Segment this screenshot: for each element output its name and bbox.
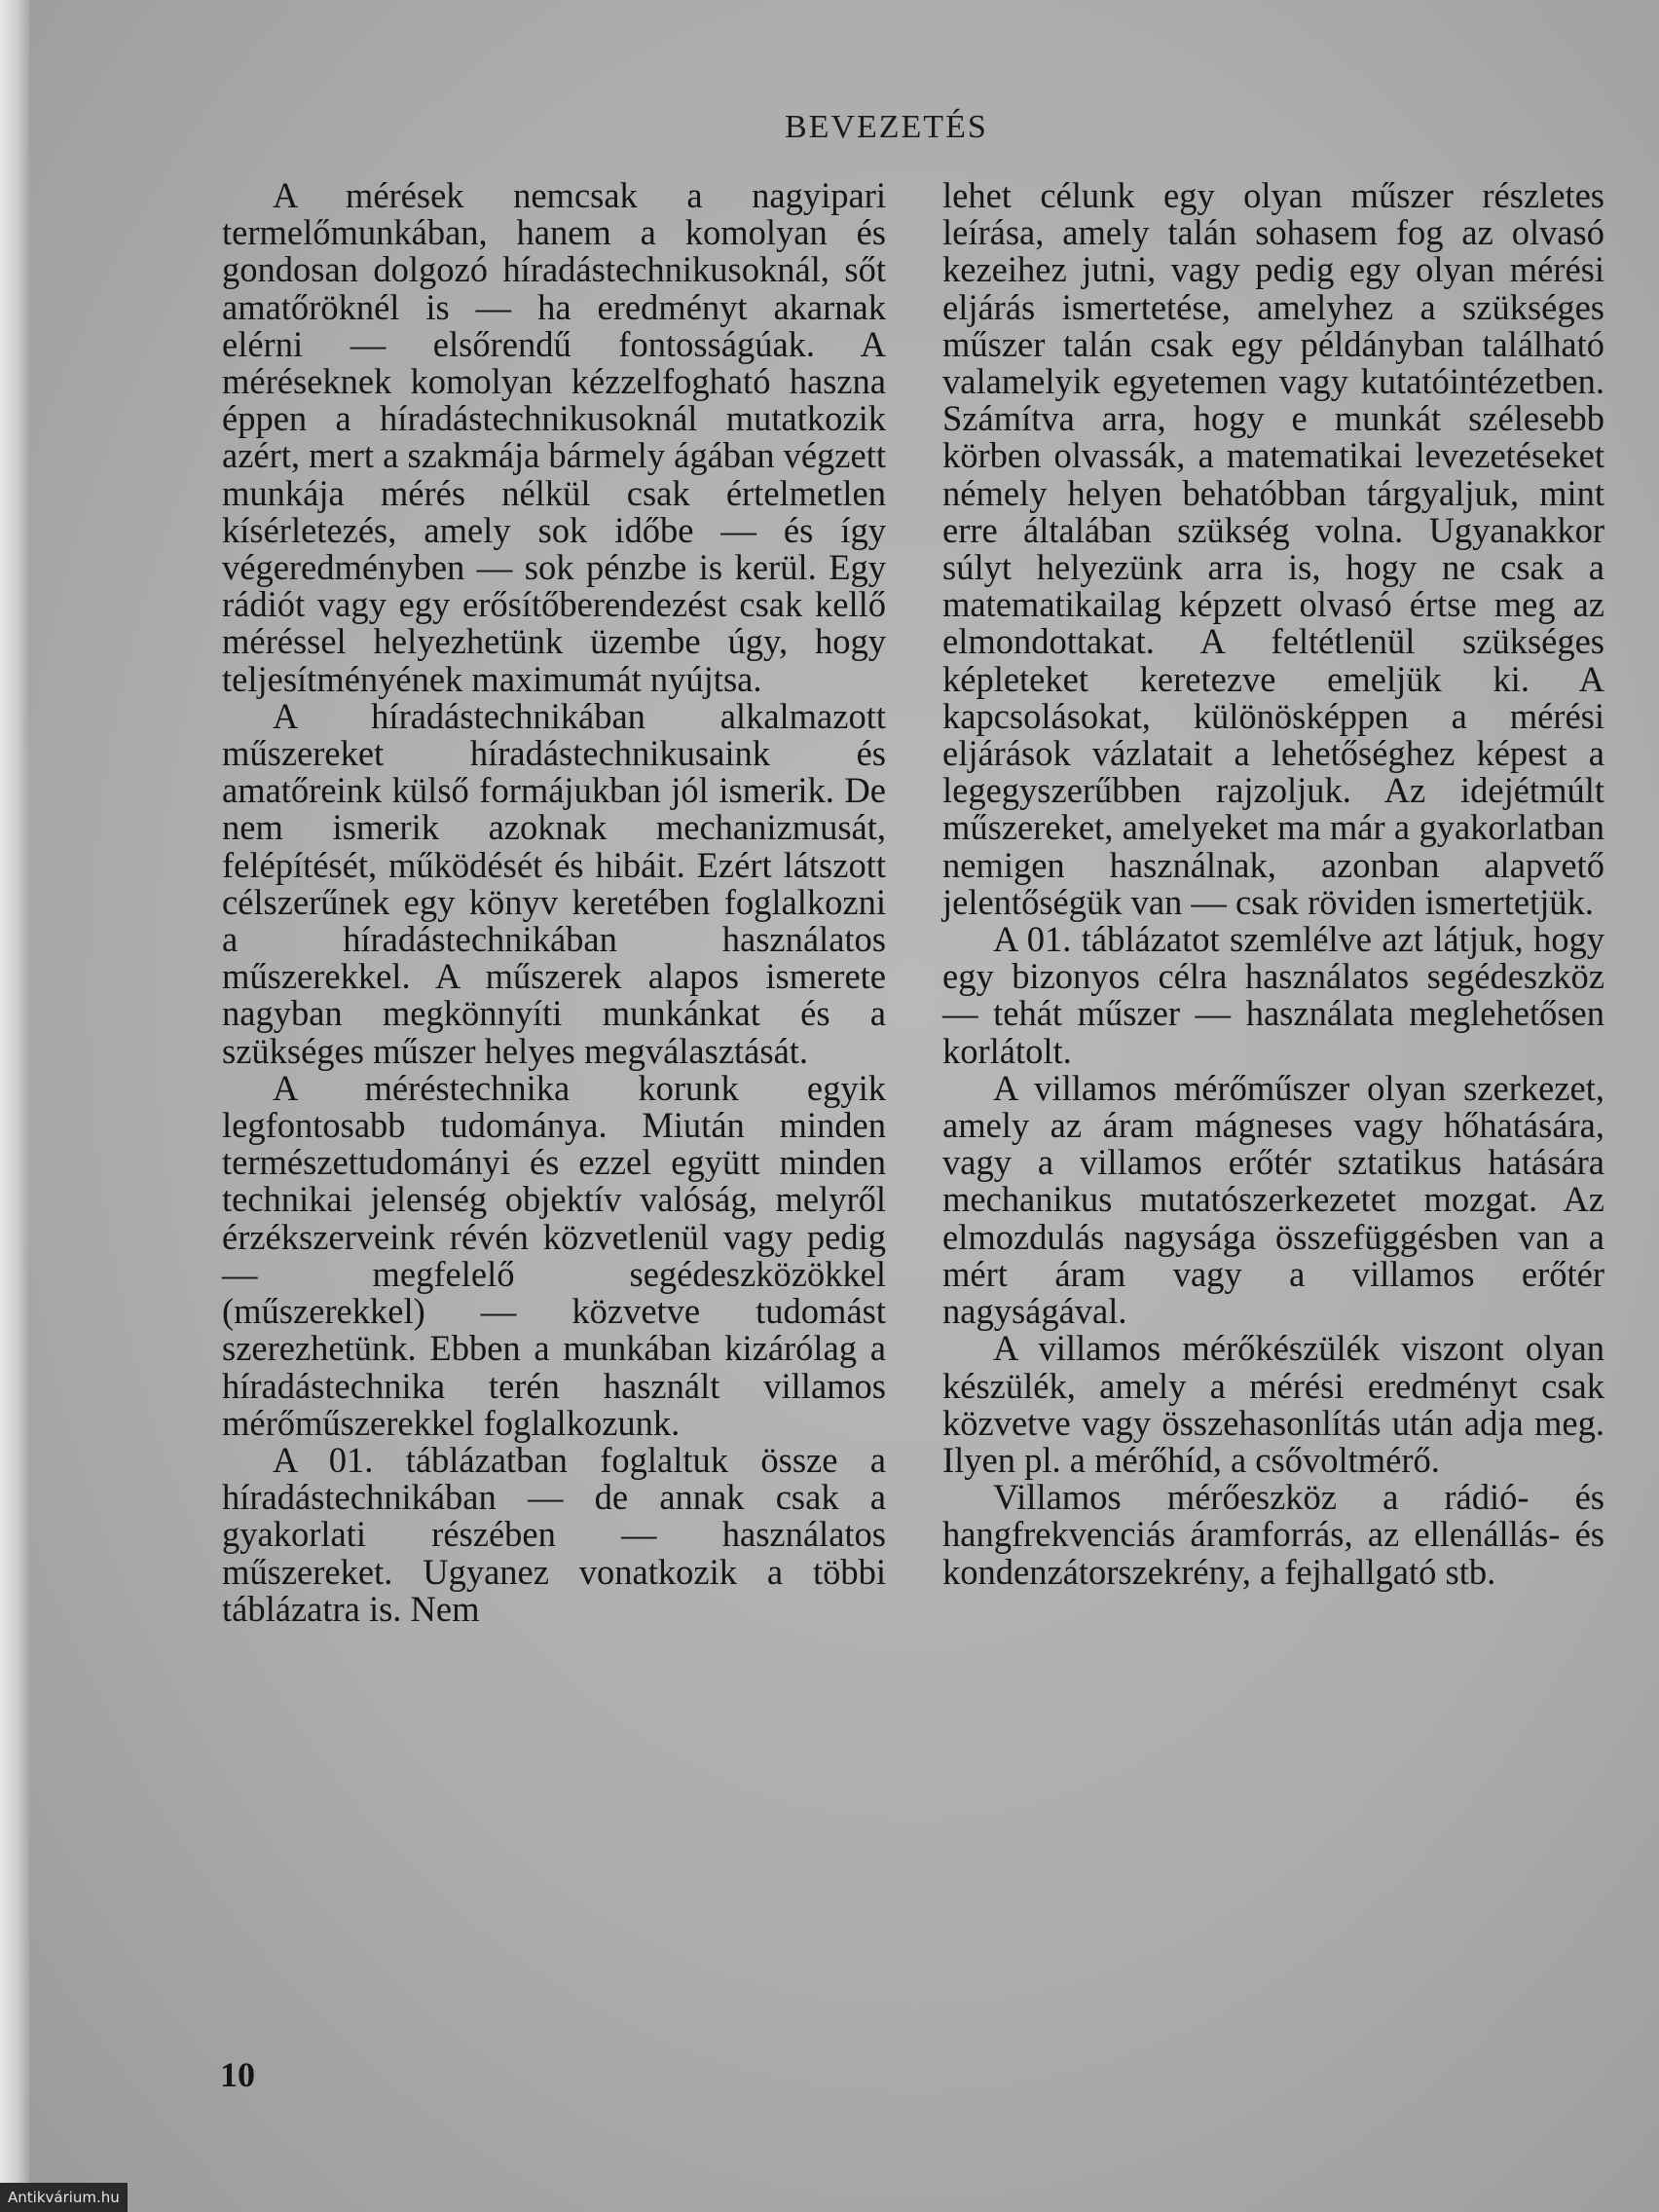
paragraph: A híradástechnikában alkalmazott műszereket híradástechnikusaink és amatőreink külső formájukban jól ismerik. De nem ismerik azoknak mechanizmusát, felépítését, működését és hibáit. Ezért látszott célszerűnek egy könyv keretében foglalkozni a híradástechnikában használatos műszerekkel. A műszerek alapos ismerete nagyban megkönnyíti munkánkat és a szükséges műszer helyes megválasztását. xyxy=(222,695,886,1071)
paragraph: A mérések nemcsak a nagyipari termelőmunkában, hanem a komolyan és gondosan dolgozó híradástechnikusoknál, sőt amatőröknél is — ha eredményt akarnak elérni — elsőrendű fontosságúak. A méréseknek komolyan kézzelfogható haszna éppen a híradástechnikusoknál mutatkozik azért, mert a szakmája bármely ágában végzett munkája mérés nélkül csak értelmetlen kísérletezés, amely sok időbe — és így végeredményben — sok pénzbe is kerül. Egy rádiót vagy egy erősítőberendezést csak kellő méréssel helyezhetünk üzembe úgy, hogy teljesítményének maximumát nyújtsa. xyxy=(222,175,886,699)
paragraph: A villamos mérőkészülék viszont olyan készülék, amely a mérési eredményt csak közvetve vagy összehasonlítás után adja meg. Ilyen pl. a mérőhíd, a csővoltmérő. xyxy=(942,1328,1604,1480)
page-number: 10 xyxy=(220,2055,255,2094)
paragraph: A 01. táblázatot szemlélve azt látjuk, hogy egy bizonyos célra használatos segédeszköz — tehát műszer — használata meglehetősen korlátolt. xyxy=(942,919,1604,1071)
paragraph: A 01. táblázatban foglaltuk össze a híradástechnikában — de annak csak a gyakorlati részében — használatos műszereket. Ugyanez vonatkozik a többi táblázatra is. Nem xyxy=(222,1439,886,1629)
paragraph: A villamos mérőműszer olyan szerkezet, amely az áram mágneses vagy hőhatására, vagy a villamos erőtér sztatikus hatására mechanikus mutatószerkezetet mozgat. Az elmozdulás nagysága összefüggésben van a mért áram vagy a villamos erőtér nagyságával. xyxy=(942,1067,1604,1332)
right-column xyxy=(942,177,1604,1591)
page-spine-edge xyxy=(0,0,29,2212)
paragraph: Villamos mérőeszköz a rádió- és hangfrekvenciás áramforrás, az ellenállás- és kondenzátorszekrény, a fejhallgató stb. xyxy=(942,1477,1604,1592)
left-column xyxy=(222,177,886,1628)
paragraph: A méréstechnika korunk egyik legfontosabb tudománya. Miután minden természettudományi és ezzel együtt minden technikai jelenség objektív valóság, melyről érzékszerveink révén közvetlenül vagy pedig — megfelelő segédeszközökkel (műszerekkel) — közvetve tudomást szerezhetünk. Ebben a munkában kizárólag a híradástechnika terén használt villamos mérőműszerekkel foglalkozunk. xyxy=(222,1067,886,1443)
paragraph-continuation: lehet célunk egy olyan műszer részletes leírása, amely talán sohasem fog az olvasó kezeihez jutni, vagy pedig egy olyan mérési eljárás ismertetése, amelyhez a szükséges műszer talán csak egy példányban található valamelyik egyetemen vagy kutatóintézetben. Számítva arra, hogy e munkát szélesebb körben olvassák, a matematikai levezetéseket némely helyen behatóbban tárgyaljuk, mint erre általában szükség volna. Ugyanakkor súlyt helyezünk arra is, hogy ne csak a matematikailag képzett olvasó értse meg az elmondottakat. A feltétlenül szükséges képleteket keretezve emeljük ki. A kapcsolásokat, különösképpen a mérési eljárások vázlatait a lehetőséghez képest a legegyszerűbben rajzoljuk. Az idejétmúlt műszereket, amelyeket ma már a gyakorlatban nemigen használnak, azonban alapvető jelentőségük van — csak röviden ismertetjük. xyxy=(942,175,1604,922)
source-watermark: Antikvárium.hu xyxy=(0,2183,128,2212)
page-heading: BEVEZETÉS xyxy=(785,109,988,145)
